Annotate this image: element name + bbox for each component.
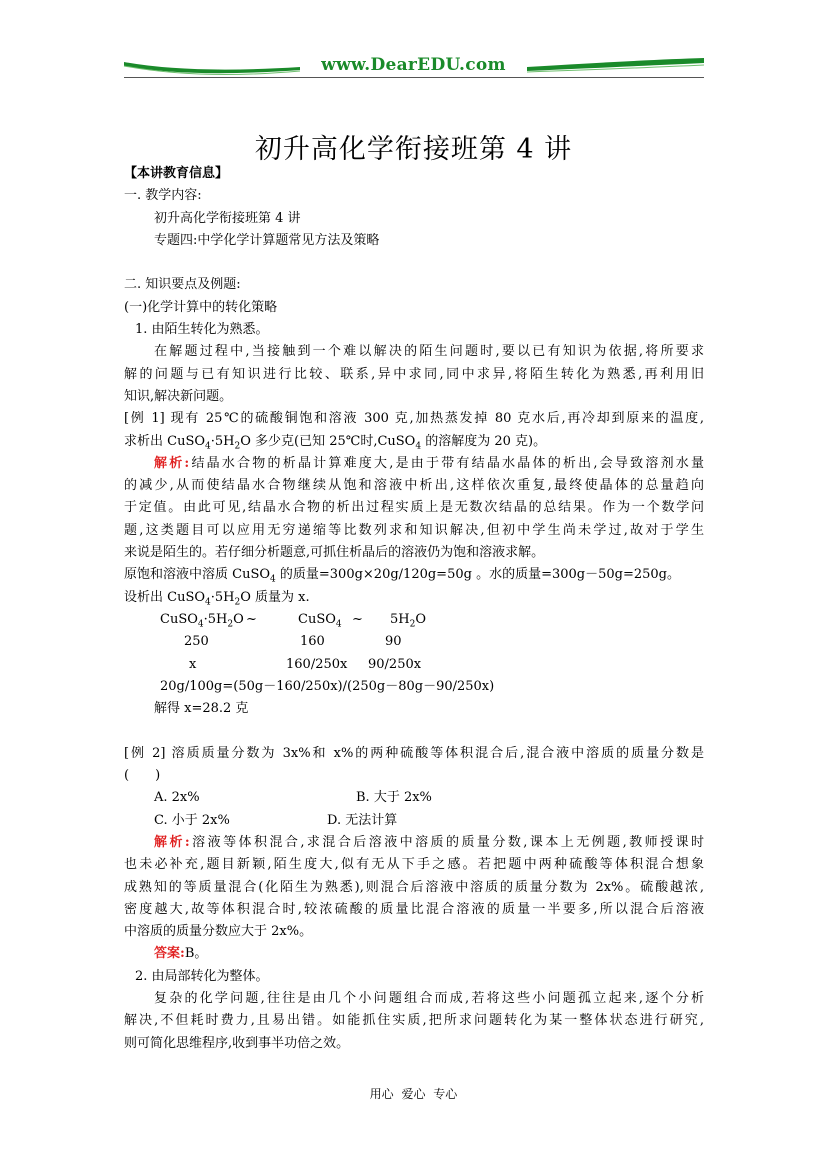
analysis-line: 解析:溶液等体积混合,求混合后溶液中溶质的质量分数,课本上无例题,教师授课时 bbox=[154, 834, 704, 850]
example1-line: [例 1] 现有 25℃的硫酸铜饱和溶液 300 克,加热蒸发掉 80 克水后,再冷却到原来的温度, bbox=[124, 411, 704, 427]
answer-label: 答案: bbox=[154, 946, 185, 962]
relation-formula-row: $CuSO_4\cdot 5H_2O$ ~ CuSO$_4$ ~ $5H_2O$ bbox=[160, 611, 427, 630]
analysis-line: 密度越大,故等体积混合时,较浓硫酸的质量比混合溶液的质量一半要多,所以混合后溶液 bbox=[124, 901, 704, 917]
analysis-line: 的减少,从而使结晶水合物继续从饱和溶液中析出,这样依次重复,最终使晶体的总量趋向 bbox=[124, 478, 704, 494]
analysis-line: 来说是陌生的。若仔细分析题意,可抓住析晶后的溶液仍为饱和溶液求解。 bbox=[124, 545, 545, 561]
analysis-line: 成熟知的等质量混合(化陌生为熟悉),则混合后溶液中溶质的质量分数为 2x%。硫酸越浓, bbox=[124, 879, 704, 895]
part2-heading: 二. 知识要点及例题: bbox=[124, 277, 241, 293]
site-logo: www.DearEDU.com bbox=[321, 55, 506, 75]
item2-heading: 2. 由局部转化为整体。 bbox=[135, 968, 269, 984]
example2-line: [例 2] 溶质质量分数为 3x%和 x%的两种硫酸等体积混合后,混合液中溶质的质量分数是 bbox=[124, 745, 704, 761]
relation-number-row: 250 160 90 bbox=[184, 634, 402, 650]
section-heading: 【本讲教育信息】 bbox=[124, 166, 229, 181]
analysis-line: 也未必补充,题目新颖,陌生度大,似有无从下手之感。若把题中两种硫酸等体积混合想象 bbox=[124, 857, 704, 873]
analysis-label: 解析: bbox=[154, 834, 190, 850]
equation-line: 20g/100g=(50g－160/250x)/(250g－80g－90/250x) bbox=[160, 678, 495, 694]
blank-line bbox=[124, 252, 704, 274]
item1-heading: 1. 由陌生转化为熟悉。 bbox=[135, 322, 269, 338]
answer-value: B。 bbox=[184, 946, 208, 962]
paragraph-line: 知识,解决新问题。 bbox=[124, 388, 233, 404]
blank-line bbox=[124, 720, 704, 742]
page-title: 初升高化学衔接班第 4 讲 bbox=[254, 134, 573, 165]
part1-line1: 初升高化学衔接班第 4 讲 bbox=[154, 210, 301, 226]
paragraph-line: 复杂的化学问题,往往是由几个小问题组合而成,若将这些小问题孤立起来,逐个分析 bbox=[154, 990, 704, 1006]
option-a: A. 2x% bbox=[154, 790, 200, 806]
option-c: C. 小于 2x% bbox=[154, 812, 230, 828]
part1-line2: 专题四:中学化学计算题常见方法及策略 bbox=[154, 232, 380, 248]
example1-line: 求析出 $CuSO_4\cdot 5H_2O$ 多少克(已知 25℃时,CuSO$_4$ 的溶解度为 20 克)。 bbox=[124, 433, 547, 452]
analysis-line: 题,这类题目可以应用无穷递缩等比数列求和知识解决,但初中学生尚未学过,故对于学生 bbox=[124, 522, 704, 538]
analysis-label: 解析: bbox=[154, 455, 190, 471]
option-d: D. 无法计算 bbox=[327, 812, 398, 828]
part1-heading: 一. 教学内容: bbox=[124, 188, 202, 204]
analysis-line: 中溶质的质量分数应大于 2x%。 bbox=[124, 924, 313, 940]
option-b: B. 大于 2x% bbox=[356, 790, 432, 806]
header-rule bbox=[124, 77, 704, 78]
options-row bbox=[124, 810, 704, 832]
answer-line bbox=[124, 943, 704, 965]
paragraph-line: 在解题过程中,当接触到一个难以解决的陌生问题时,要以已有知识为依据,将所要求 bbox=[154, 344, 704, 360]
paragraph-line: 则可简化思维程序,收到事半功倍之效。 bbox=[124, 1035, 350, 1051]
document-body bbox=[124, 163, 704, 1055]
solution-line: 解得 x=28.2 克 bbox=[154, 701, 249, 717]
page-header bbox=[0, 0, 827, 85]
paragraph-line: 解的问题与已有知识进行比较、联系,异中求同,同中求异,将陌生转化为熟悉,再利用旧 bbox=[124, 366, 704, 382]
options-row bbox=[124, 787, 704, 809]
relation-value-row: x 160/250x 90/250x bbox=[189, 656, 422, 672]
analysis-line: 解析:结晶水合物的析晶计算难度大,是由于带有结晶水晶体的析出,会导致溶剂水量 bbox=[154, 455, 704, 471]
calc-line: 原饱和溶液中溶质 CuSO$_4$ 的质量=300g×20g/120g=50g 。水的质量=300g－50g=250g。 bbox=[124, 567, 680, 585]
calc-line: 设析出 $CuSO_4\cdot 5H_2O$ 质量为 x. bbox=[124, 589, 310, 608]
strategy-heading: (一)化学计算中的转化策略 bbox=[124, 299, 278, 315]
example2-line: ( ) bbox=[124, 768, 161, 784]
paragraph-line: 解决,不但耗时费力,且易出错。如能抓住实质,把所求问题转化为某一整体状态进行研究, bbox=[124, 1013, 704, 1029]
page-footer: 用心 爱心 专心 bbox=[369, 1087, 458, 1101]
analysis-line: 于定值。由此可见,结晶水合物的析出过程实质上是无数次结晶的总结果。作为一个数学问 bbox=[124, 500, 704, 516]
